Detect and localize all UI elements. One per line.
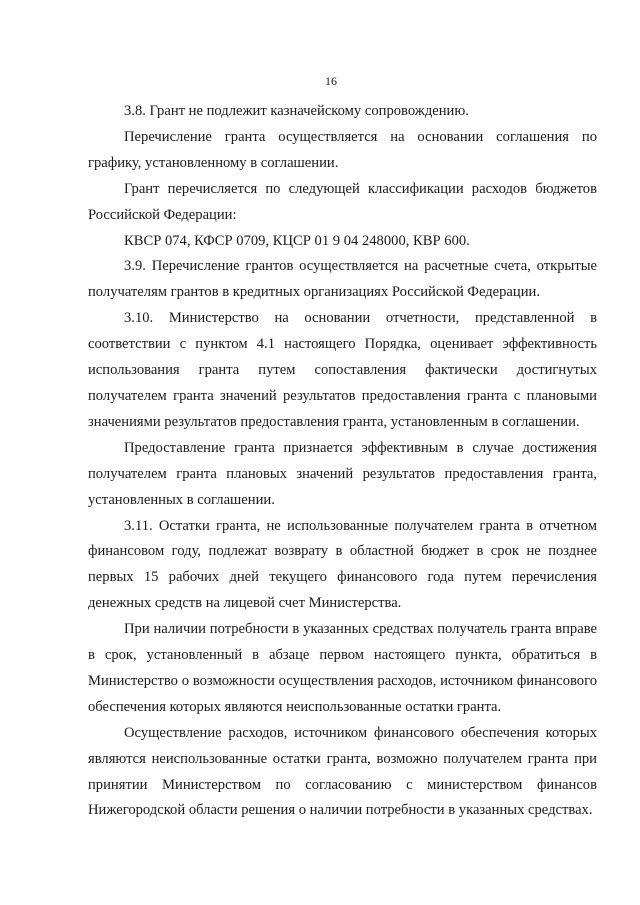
- paragraph-transfer-schedule: Перечисление гранта осуществляется на основании соглашения по графику, установленному в соглашении.: [88, 128, 597, 171]
- paragraph-3-8: 3.8. Грант не подлежит казначейскому сопровождению.: [124, 103, 469, 119]
- document-body: [88, 99, 597, 824]
- page-number: 16: [325, 74, 337, 88]
- paragraph-3-10: 3.10. Министерство на основании отчетности, представленной в соответствии с пунктом 4.1 настоящего Порядка, оценивает эффективность использования гранта путем сопоставления фактически достигнутых получателем гранта значений результатов предоставления гранта с плановыми значениями результатов предоставления гранта, установленным в соглашении.: [88, 310, 597, 430]
- paragraph-effectiveness: Предоставление гранта признается эффективным в случае достижения получателем гранта плановых значений результатов предоставления гранта, установленных в соглашении.: [88, 439, 597, 508]
- paragraph-3-9: 3.9. Перечисление грантов осуществляется на расчетные счета, открытые получателям грантов в кредитных организациях Российской Федерации.: [88, 258, 597, 301]
- paragraph-3-11: 3.11. Остатки гранта, не использованные получателем гранта в отчетном финансовом году, подлежат возврату в областной бюджет в срок не позднее первых 15 рабочих дней текущего финансового года путем перечисления денежных средств на лицевой счет Министерства.: [88, 517, 597, 612]
- paragraph-expenses-decision: Осуществление расходов, источником финансового обеспечения которых являются неиспользованные остатки гранта, возможно получателем гранта при принятии Министерством по согласованию с министерством финансов Нижегородской области решения о наличии потребности в указанных средствах.: [88, 724, 597, 819]
- paragraph-budget-classification-intro: Грант перечисляется по следующей классификации расходов бюджетов Российской Федерации:: [88, 180, 597, 223]
- paragraph-budget-codes: КВСР 074, КФСР 0709, КЦСР 01 9 04 248000, КВР 600.: [124, 232, 470, 249]
- paragraph-need-request: При наличии потребности в указанных средствах получатель гранта вправе в срок, установленный в абзаце первом настоящего пункта, обратиться в Министерство о возможности осуществления расходов, источником финансового обеспечения которых являются неиспользованные остатки гранта.: [88, 621, 597, 715]
